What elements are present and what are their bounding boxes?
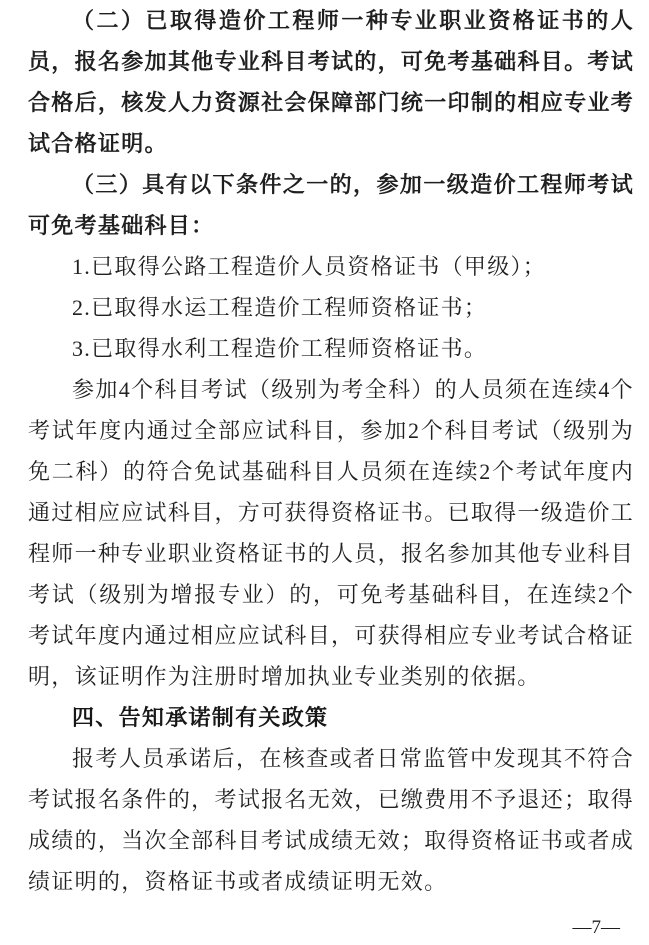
list-item-1: 1.已取得公路工程造价人员资格证书（甲级）；	[72, 254, 547, 279]
paragraph-section-2: （二）已取得造价工程师一种专业职业资格证书的人员，报名参加其他专业科目考试的，可免考基础科目。考试合格后，核发人力资源社会保障部门统一印制的相应专业考试合格证明。	[28, 8, 634, 156]
paragraph-commitment-policy: 报考人员承诺后，在核查或者日常监管中发现其不符合考试报名条件的，考试报名无效，已缴费用不予退还；取得成绩的，当次全部科目考试成绩无效；取得资格证书或者成绩证明的，资格证书或者成绩证明无效。	[28, 746, 634, 894]
page-number: —7—	[572, 917, 620, 938]
paragraph-exam-cycle: 参加4个科目考试（级别为考全科）的人员须在连续4个考试年度内通过全部应试科目，参加2个科目考试（级别为免二科）的符合免试基础科目人员须在连续2个考试年度内通过相应应试科目，方可获得资格证书。已取得一级造价工程师一种专业职业资格证书的人员，报名参加其他专业科目考试（级别为增报专业）的，可免考基础科目，在连续2个考试年度内通过相应应试科目，可获得相应专业考试合格证明，该证明作为注册时增加执业专业类别的依据。	[28, 377, 634, 689]
list-item-2: 2.已取得水运工程造价工程师资格证书；	[72, 295, 488, 320]
list-item-3: 3.已取得水利工程造价工程师资格证书。	[72, 336, 488, 361]
paragraph-section-3: （三）具有以下条件之一的，参加一级造价工程师考试可免考基础科目：	[28, 172, 634, 238]
section-heading-4: 四、告知承诺制有关政策	[72, 705, 329, 730]
